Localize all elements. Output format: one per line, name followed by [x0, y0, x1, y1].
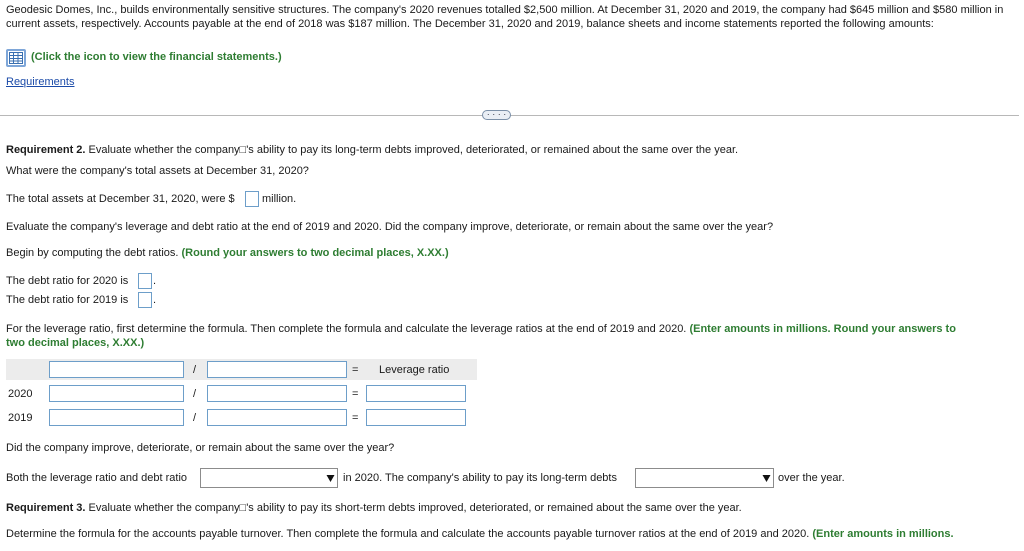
dropdown-arrow-icon	[760, 470, 772, 486]
row-label-2020: 2020	[8, 388, 33, 400]
dropdown-arrow-icon	[324, 470, 336, 486]
leverage-question: Evaluate the company's leverage and debt ratio at the end of 2019 and 2020. Did the company improve, deteriorate, or remain about the same over the year?	[6, 221, 774, 233]
payable-turnover-instructions	[6, 528, 954, 540]
period-mark: .	[153, 294, 157, 306]
leverage-2020-numerator-input[interactable]	[49, 385, 184, 402]
divide-sign: /	[193, 388, 197, 400]
leverage-intro: For the leverage ratio, first determine the formula. Then complete the formula and calculate the leverage ratios at the end of 2019 and 2020.	[6, 323, 690, 335]
debt-ratio-intro: Begin by computing the debt ratios.	[6, 247, 182, 259]
payable-turnover-note: (Enter amounts in millions.	[812, 528, 954, 540]
requirement-3-label: Requirement 3.	[6, 502, 86, 514]
debt-ratio-2020-label: The debt ratio for 2020 is	[6, 275, 129, 287]
divide-sign: /	[193, 412, 197, 424]
leverage-2020-denominator-input[interactable]	[207, 385, 347, 402]
problem-intro: Geodesic Domes, Inc., builds environmentally sensitive structures. The company's 2020 revenues totalled $2,500 million. At December 31, 2020 and 2019, the company had $645 million and $580 million in current assets, respectively. Accounts payable at the end of 2018 was $187 million. The December 31, 2020 and 2019, balance sheets and income statements reported the following amounts:	[6, 4, 1004, 30]
debt-ratio-2019-input[interactable]	[138, 292, 152, 308]
divide-sign: /	[193, 364, 197, 376]
debt-ratio-2019-label: The debt ratio for 2019 is	[6, 294, 129, 306]
equals-sign: =	[352, 412, 359, 424]
ratio-change-dropdown[interactable]	[200, 468, 338, 488]
requirement-2-label: Requirement 2.	[6, 144, 86, 156]
requirement-3-text: Evaluate whether the company□'s ability to pay its short-term debts improved, deteriorated, or remained about the same over the year.	[85, 502, 742, 514]
row-label-2019: 2019	[8, 412, 33, 424]
leverage-2019-numerator-input[interactable]	[49, 409, 184, 426]
spreadsheet-icon	[9, 52, 23, 64]
requirement-2-heading	[6, 144, 738, 156]
financial-statements-button[interactable]	[6, 49, 26, 67]
period-mark: .	[153, 275, 157, 287]
leverage-2019-denominator-input[interactable]	[207, 409, 347, 426]
debt-ratio-2020-input[interactable]	[138, 273, 152, 289]
leverage-2019-result-input[interactable]	[366, 409, 466, 426]
leverage-ratio-header: Leverage ratio	[379, 364, 450, 376]
equals-sign: =	[352, 364, 359, 376]
both-ratios-mid: in 2020. The company's ability to pay its long-term debts	[343, 472, 617, 484]
requirement-3-heading	[6, 502, 742, 514]
leverage-instructions-line1	[6, 323, 956, 335]
total-assets-prefix: The total assets at December 31, 2020, were $	[6, 193, 235, 205]
debt-ratio-rounding-note: (Round your answers to two decimal places, X.XX.)	[181, 247, 449, 259]
requirement-2-text: Evaluate whether the company□'s ability to pay its long-term debts improved, deteriorated, or remained about the same over the year.	[85, 144, 739, 156]
total-assets-suffix: million.	[262, 193, 297, 205]
total-assets-input[interactable]	[245, 191, 259, 207]
leverage-rounding-note-cont: two decimal places, X.XX.)	[6, 337, 145, 349]
both-ratios-prefix: Both the leverage ratio and debt ratio	[6, 472, 188, 484]
leverage-2020-result-input[interactable]	[366, 385, 466, 402]
expand-ellipsis-button[interactable]: · · · ·	[482, 110, 511, 120]
equals-sign: =	[352, 388, 359, 400]
leverage-denominator-header-input[interactable]	[207, 361, 347, 378]
leverage-rounding-note: (Enter amounts in millions. Round your answers to	[689, 323, 956, 335]
total-assets-question: What were the company's total assets at December 31, 2020?	[6, 165, 309, 177]
requirements-link[interactable]: Requirements	[6, 76, 75, 88]
leverage-numerator-header-input[interactable]	[49, 361, 184, 378]
financial-statements-hint: (Click the icon to view the financial statements.)	[31, 51, 282, 63]
both-ratios-suffix: over the year.	[778, 472, 845, 484]
payable-turnover-intro: Determine the formula for the accounts payable turnover. Then complete the formula and calculate the accounts payable turnover ratios at the end of 2019 and 2020.	[6, 528, 813, 540]
debt-ratio-instructions	[6, 247, 449, 259]
ability-change-dropdown[interactable]	[635, 468, 774, 488]
improve-question: Did the company improve, deteriorate, or remain about the same over the year?	[6, 442, 395, 454]
